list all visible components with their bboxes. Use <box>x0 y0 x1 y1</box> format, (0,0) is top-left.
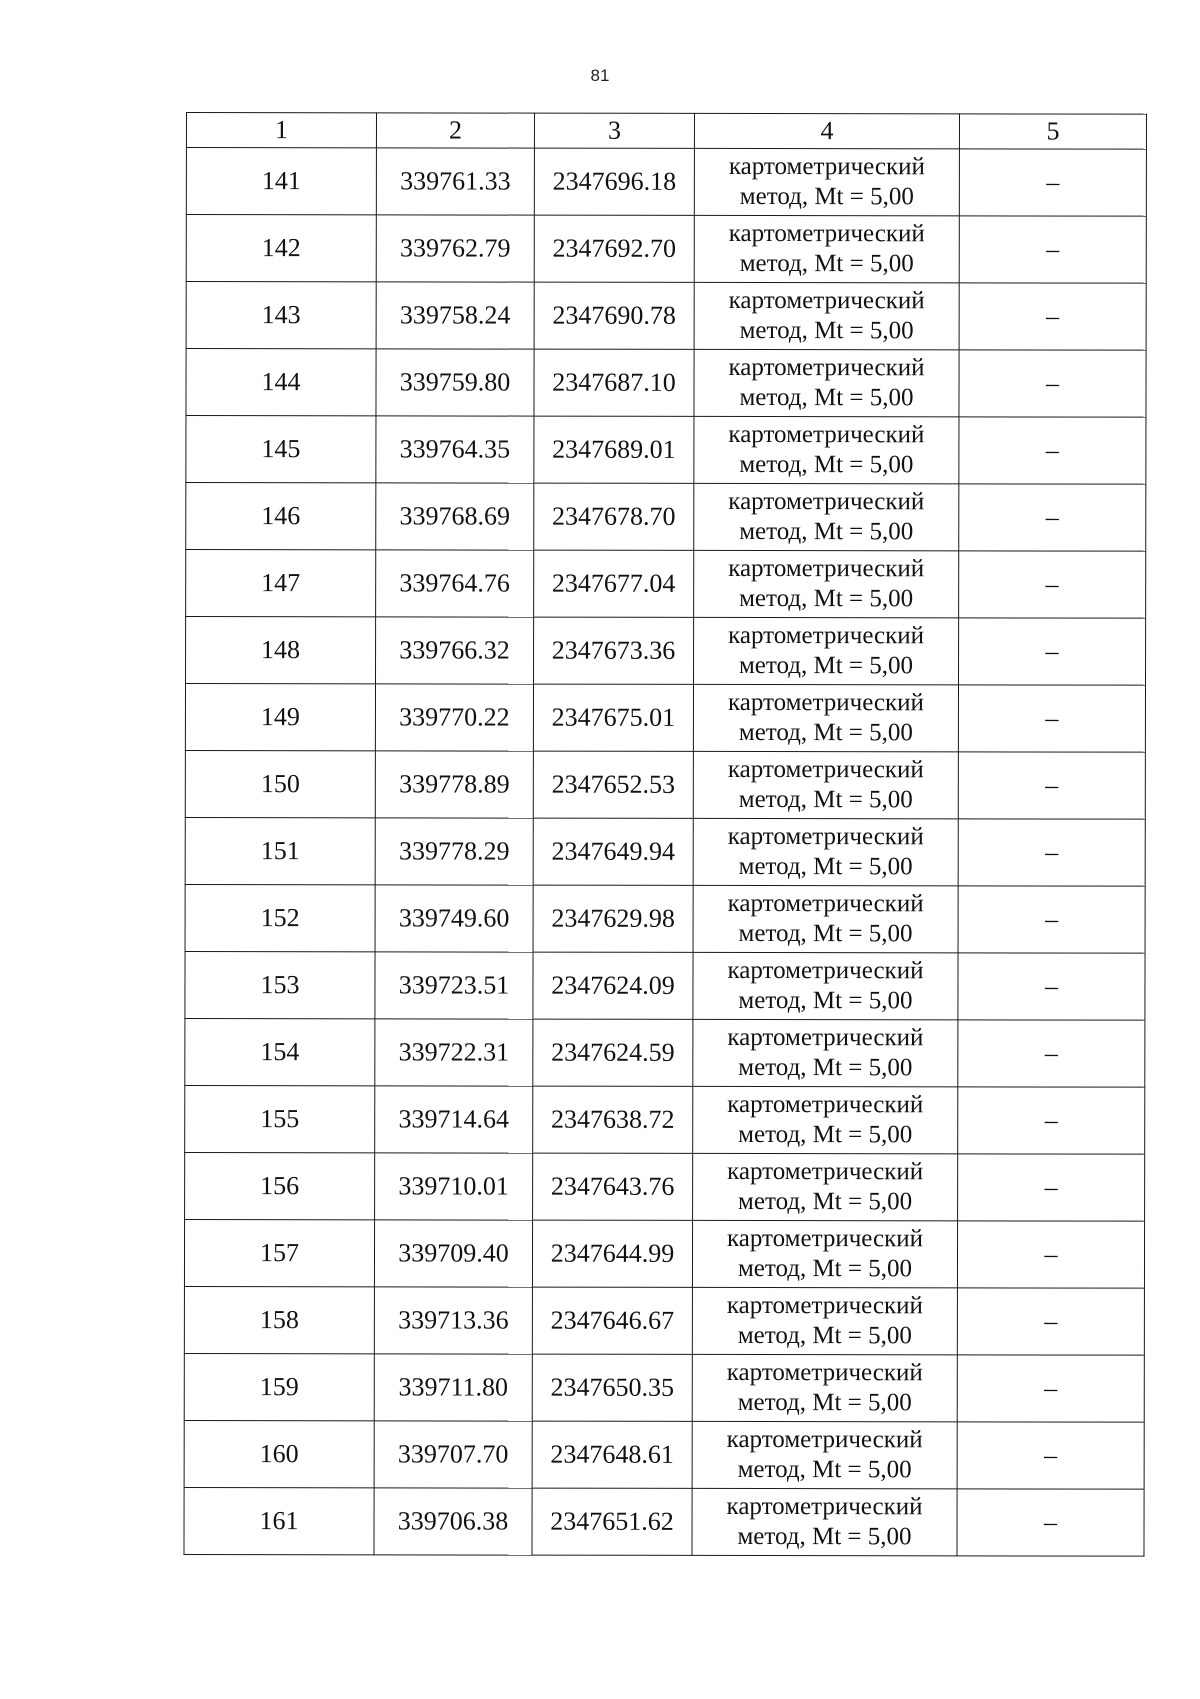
method-line-1: картометрический <box>727 1224 924 1253</box>
method-cell <box>693 1153 958 1220</box>
point-number-cell: 157 <box>184 1219 374 1286</box>
x-coordinate-cell: 339714.64 <box>375 1086 533 1153</box>
method-line-1: картометрический <box>728 353 925 382</box>
point-number-cell: 142 <box>186 215 376 282</box>
method-cell <box>693 1019 958 1086</box>
note-cell: – <box>959 551 1146 618</box>
note-cell: – <box>959 484 1146 551</box>
method-cell <box>692 1220 957 1287</box>
method-cell <box>694 550 959 617</box>
point-number-cell: 153 <box>185 951 375 1018</box>
header-col-5: 5 <box>959 114 1146 149</box>
x-coordinate-cell: 339707.70 <box>374 1421 532 1488</box>
point-number-cell: 145 <box>186 416 376 483</box>
method-cell <box>693 885 958 952</box>
method-cell <box>694 215 959 282</box>
method-cell <box>693 684 958 751</box>
note-cell: – <box>958 1020 1145 1087</box>
note-cell: – <box>959 417 1146 484</box>
y-coordinate-cell: 2347644.99 <box>532 1220 692 1287</box>
point-number-cell: 155 <box>185 1085 375 1152</box>
x-coordinate-cell: 339706.38 <box>374 1488 532 1555</box>
table-row <box>184 1487 1144 1556</box>
method-line-2: метод, Mt = 5,00 <box>737 1388 912 1417</box>
note-cell: – <box>957 1355 1144 1422</box>
x-coordinate-cell: 339762.79 <box>376 215 534 282</box>
y-coordinate-cell: 2347649.94 <box>533 818 693 885</box>
method-cell <box>693 818 958 885</box>
method-line-1: картометрический <box>727 755 924 784</box>
table-row <box>186 349 1146 418</box>
table-row <box>185 884 1145 953</box>
method-line-2: метод, Mt = 5,00 <box>737 1321 912 1350</box>
method-line-1: картометрический <box>727 1090 924 1119</box>
x-coordinate-cell: 339778.29 <box>375 818 533 885</box>
note-cell: – <box>959 350 1146 417</box>
note-cell: – <box>957 1489 1144 1556</box>
x-coordinate-cell: 339713.36 <box>374 1287 532 1354</box>
point-number-cell: 158 <box>184 1286 374 1353</box>
note-cell: – <box>959 216 1146 283</box>
method-line-1: картометрический <box>727 822 924 851</box>
y-coordinate-cell: 2347675.01 <box>533 684 693 751</box>
x-coordinate-cell: 339759.80 <box>376 349 534 416</box>
table-row <box>185 1018 1145 1087</box>
x-coordinate-cell: 339761.33 <box>376 148 534 215</box>
x-coordinate-cell: 339778.89 <box>375 751 533 818</box>
table-row <box>185 1085 1145 1154</box>
method-cell <box>692 1354 957 1421</box>
method-line-2: метод, Mt = 5,00 <box>737 1522 912 1551</box>
coordinates-table <box>183 112 1147 1557</box>
method-line-1: картометрический <box>728 152 925 181</box>
method-line-1: картометрический <box>727 1157 924 1186</box>
point-number-cell: 141 <box>186 148 376 215</box>
method-cell <box>693 952 958 1019</box>
method-cell <box>694 416 959 483</box>
point-number-cell: 151 <box>185 817 375 884</box>
method-line-1: картометрический <box>727 956 924 985</box>
table-row <box>186 148 1146 217</box>
method-line-2: метод, Mt = 5,00 <box>738 1187 913 1216</box>
method-line-1: картометрический <box>727 889 924 918</box>
method-cell <box>692 1421 957 1488</box>
method-line-1: картометрический <box>728 420 925 449</box>
table-row <box>185 951 1145 1020</box>
table-body <box>184 148 1146 1557</box>
note-cell: – <box>959 283 1146 350</box>
note-cell: – <box>959 149 1146 216</box>
table-row <box>186 550 1146 619</box>
method-line-2: метод, Mt = 5,00 <box>738 919 913 948</box>
x-coordinate-cell: 339709.40 <box>374 1220 532 1287</box>
table-row <box>186 282 1146 351</box>
method-line-2: метод, Mt = 5,00 <box>738 1053 913 1082</box>
y-coordinate-cell: 2347687.10 <box>534 349 694 416</box>
table-header <box>186 113 1146 150</box>
x-coordinate-cell: 339711.80 <box>374 1354 532 1421</box>
header-col-1: 1 <box>186 113 376 148</box>
note-cell: – <box>958 685 1145 752</box>
x-coordinate-cell: 339710.01 <box>375 1153 533 1220</box>
method-line-2: метод, Mt = 5,00 <box>737 1455 912 1484</box>
method-line-1: картометрический <box>726 1492 923 1521</box>
x-coordinate-cell: 339758.24 <box>376 282 534 349</box>
method-line-2: метод, Mt = 5,00 <box>739 383 914 412</box>
method-cell <box>693 1086 958 1153</box>
table-row <box>186 215 1146 284</box>
method-line-2: метод, Mt = 5,00 <box>739 517 914 546</box>
x-coordinate-cell: 339764.76 <box>376 550 534 617</box>
point-number-cell: 143 <box>186 282 376 349</box>
method-line-1: картометрический <box>728 487 925 516</box>
x-coordinate-cell: 339768.69 <box>376 483 534 550</box>
note-cell: – <box>958 886 1145 953</box>
method-cell <box>694 349 959 416</box>
y-coordinate-cell: 2347673.36 <box>534 617 694 684</box>
table-row <box>185 684 1145 753</box>
y-coordinate-cell: 2347689.01 <box>534 416 694 483</box>
note-cell: – <box>958 752 1145 819</box>
note-cell: – <box>957 1288 1144 1355</box>
method-line-1: картометрический <box>727 1023 924 1052</box>
table-row <box>184 1420 1144 1489</box>
coordinates-table-container <box>183 112 1146 1557</box>
method-line-1: картометрический <box>727 688 924 717</box>
x-coordinate-cell: 339722.31 <box>375 1019 533 1086</box>
point-number-cell: 156 <box>185 1152 375 1219</box>
method-line-2: метод, Mt = 5,00 <box>739 316 914 345</box>
point-number-cell: 150 <box>185 750 375 817</box>
note-cell: – <box>957 1221 1144 1288</box>
method-line-1: картометрический <box>726 1425 923 1454</box>
table-row <box>186 416 1146 485</box>
note-cell: – <box>957 1422 1144 1489</box>
point-number-cell: 144 <box>186 349 376 416</box>
x-coordinate-cell: 339770.22 <box>375 684 533 751</box>
y-coordinate-cell: 2347624.09 <box>533 952 693 1019</box>
header-row <box>186 113 1146 150</box>
method-line-1: картометрический <box>726 1291 923 1320</box>
y-coordinate-cell: 2347648.61 <box>532 1421 692 1488</box>
method-cell <box>694 483 959 550</box>
y-coordinate-cell: 2347643.76 <box>533 1153 693 1220</box>
method-line-2: метод, Mt = 5,00 <box>739 584 914 613</box>
table-row <box>184 1353 1144 1422</box>
y-coordinate-cell: 2347638.72 <box>533 1086 693 1153</box>
table-row <box>186 617 1146 686</box>
point-number-cell: 152 <box>185 884 375 951</box>
x-coordinate-cell: 339764.35 <box>376 416 534 483</box>
method-line-2: метод, Mt = 5,00 <box>739 249 914 278</box>
y-coordinate-cell: 2347646.67 <box>532 1287 692 1354</box>
y-coordinate-cell: 2347624.59 <box>533 1019 693 1086</box>
point-number-cell: 154 <box>185 1018 375 1085</box>
point-number-cell: 161 <box>184 1487 374 1554</box>
method-line-2: метод, Mt = 5,00 <box>738 651 914 680</box>
point-number-cell: 148 <box>186 617 376 684</box>
header-col-4: 4 <box>694 113 959 148</box>
method-line-2: метод, Mt = 5,00 <box>738 785 913 814</box>
note-cell: – <box>958 819 1145 886</box>
table-row <box>184 1286 1144 1355</box>
method-line-1: картометрический <box>728 621 925 650</box>
y-coordinate-cell: 2347678.70 <box>534 483 694 550</box>
y-coordinate-cell: 2347651.62 <box>532 1488 692 1555</box>
y-coordinate-cell: 2347677.04 <box>534 550 694 617</box>
point-number-cell: 147 <box>186 550 376 617</box>
y-coordinate-cell: 2347652.53 <box>533 751 693 818</box>
method-line-2: метод, Mt = 5,00 <box>738 1120 913 1149</box>
y-coordinate-cell: 2347696.18 <box>534 148 694 215</box>
y-coordinate-cell: 2347690.78 <box>534 282 694 349</box>
y-coordinate-cell: 2347629.98 <box>533 885 693 952</box>
table-row <box>185 750 1145 819</box>
method-line-1: картометрический <box>728 219 925 248</box>
method-cell <box>694 617 959 684</box>
note-cell: – <box>959 618 1146 685</box>
x-coordinate-cell: 339766.32 <box>376 617 534 684</box>
method-line-2: метод, Mt = 5,00 <box>738 986 913 1015</box>
method-line-1: картометрический <box>728 286 925 315</box>
x-coordinate-cell: 339723.51 <box>375 952 533 1019</box>
method-line-2: метод, Mt = 5,00 <box>738 852 913 881</box>
table-row <box>186 483 1146 552</box>
point-number-cell: 146 <box>186 483 376 550</box>
header-col-2: 2 <box>376 113 534 148</box>
method-line-1: картометрический <box>726 1358 923 1387</box>
method-cell <box>693 751 958 818</box>
point-number-cell: 160 <box>184 1420 374 1487</box>
method-cell <box>694 148 959 215</box>
x-coordinate-cell: 339749.60 <box>375 885 533 952</box>
method-line-2: метод, Mt = 5,00 <box>739 182 914 211</box>
note-cell: – <box>958 1154 1145 1221</box>
method-cell <box>694 282 959 349</box>
header-col-3: 3 <box>534 113 694 148</box>
method-line-2: метод, Mt = 5,00 <box>739 450 914 479</box>
method-cell <box>692 1488 957 1555</box>
method-line-2: метод, Mt = 5,00 <box>738 718 913 747</box>
method-line-1: картометрический <box>728 554 925 583</box>
table-row <box>184 1219 1144 1288</box>
note-cell: – <box>958 953 1145 1020</box>
method-cell <box>692 1287 957 1354</box>
point-number-cell: 149 <box>185 684 375 751</box>
page-number: 81 <box>590 66 610 85</box>
method-line-2: метод, Mt = 5,00 <box>737 1254 913 1283</box>
table-row <box>185 817 1145 886</box>
note-cell: – <box>958 1087 1145 1154</box>
y-coordinate-cell: 2347692.70 <box>534 215 694 282</box>
point-number-cell: 159 <box>184 1353 374 1420</box>
table-row <box>185 1152 1145 1221</box>
y-coordinate-cell: 2347650.35 <box>532 1354 692 1421</box>
